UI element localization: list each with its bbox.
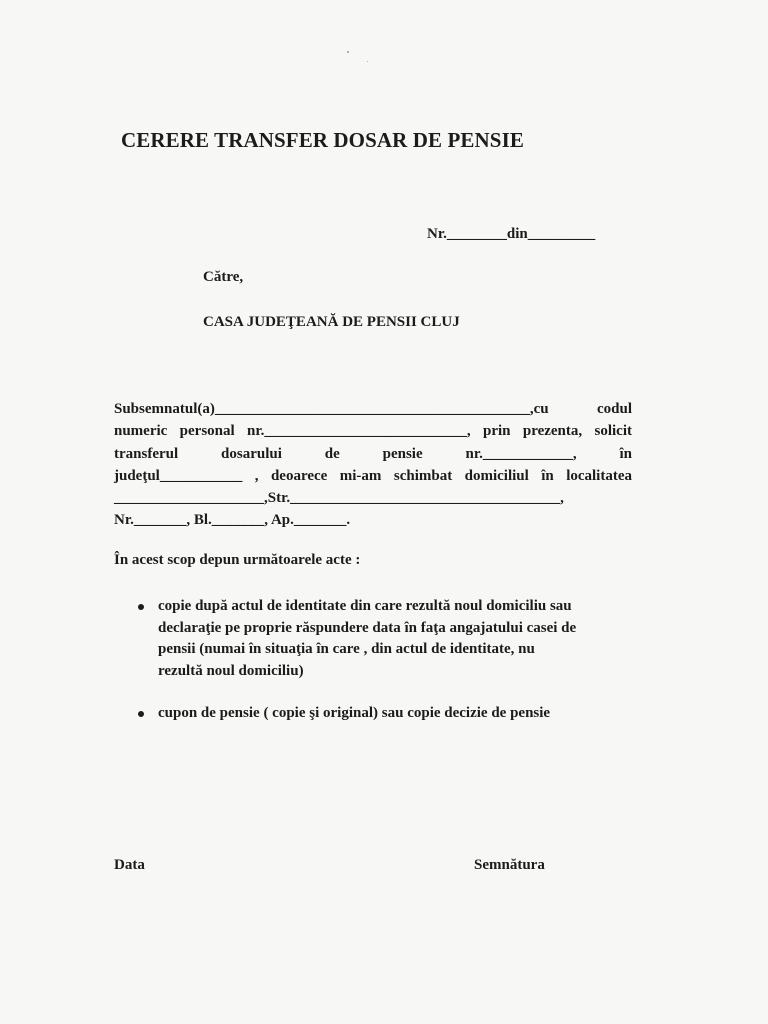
list-item-line: rezultă noul domiciliu) — [158, 662, 304, 679]
recipient-prefix: Către, — [203, 269, 244, 285]
request-line: Subsemnatul(a)__________________________________________,cu codul — [114, 401, 632, 417]
bullet-icon — [138, 711, 144, 717]
list-item-line: pensii (numai în situaţia în care , din actul de identitate, nu — [158, 641, 535, 658]
request-line: numeric personal nr.___________________________, prin prezenta, solicit — [114, 423, 632, 440]
list-item — [136, 703, 636, 725]
documents-list — [136, 596, 636, 725]
request-line: ____________________,Str.____________________________________, — [114, 490, 564, 507]
registration-number-line: Nr.________din_________ — [427, 226, 596, 242]
document-title: CERERE TRANSFER DOSAR DE PENSIE — [121, 128, 524, 152]
recipient-institution: CASA JUDEŢEANĂ DE PENSII CLUJ — [203, 314, 460, 330]
documents-intro: În acest scop depun următoarele acte : — [114, 552, 361, 568]
list-item-line: declaraţie pe proprie răspundere data în faţa angajatului casei de — [158, 619, 577, 636]
signature-label: Semnătura — [474, 857, 545, 873]
request-paragraph — [114, 398, 632, 532]
scan-speck — [367, 61, 368, 62]
request-line: Nr._______, Bl._______, Ap._______. — [114, 512, 351, 529]
bullet-icon — [138, 604, 144, 610]
list-item — [136, 596, 636, 682]
scan-speck — [347, 51, 349, 53]
list-item-line: cupon de pensie ( copie şi original) sau copie decizie de pensie — [158, 705, 551, 722]
list-item-line: copie după actul de identitate din care rezultă noul domiciliu sau — [158, 598, 572, 614]
date-label: Data — [114, 857, 145, 873]
request-line: judeţul___________ , deoarece mi-am schimbat domiciliul în localitatea — [114, 467, 632, 484]
request-line: transferul dosarului de pensie nr.____________, în — [114, 445, 632, 462]
